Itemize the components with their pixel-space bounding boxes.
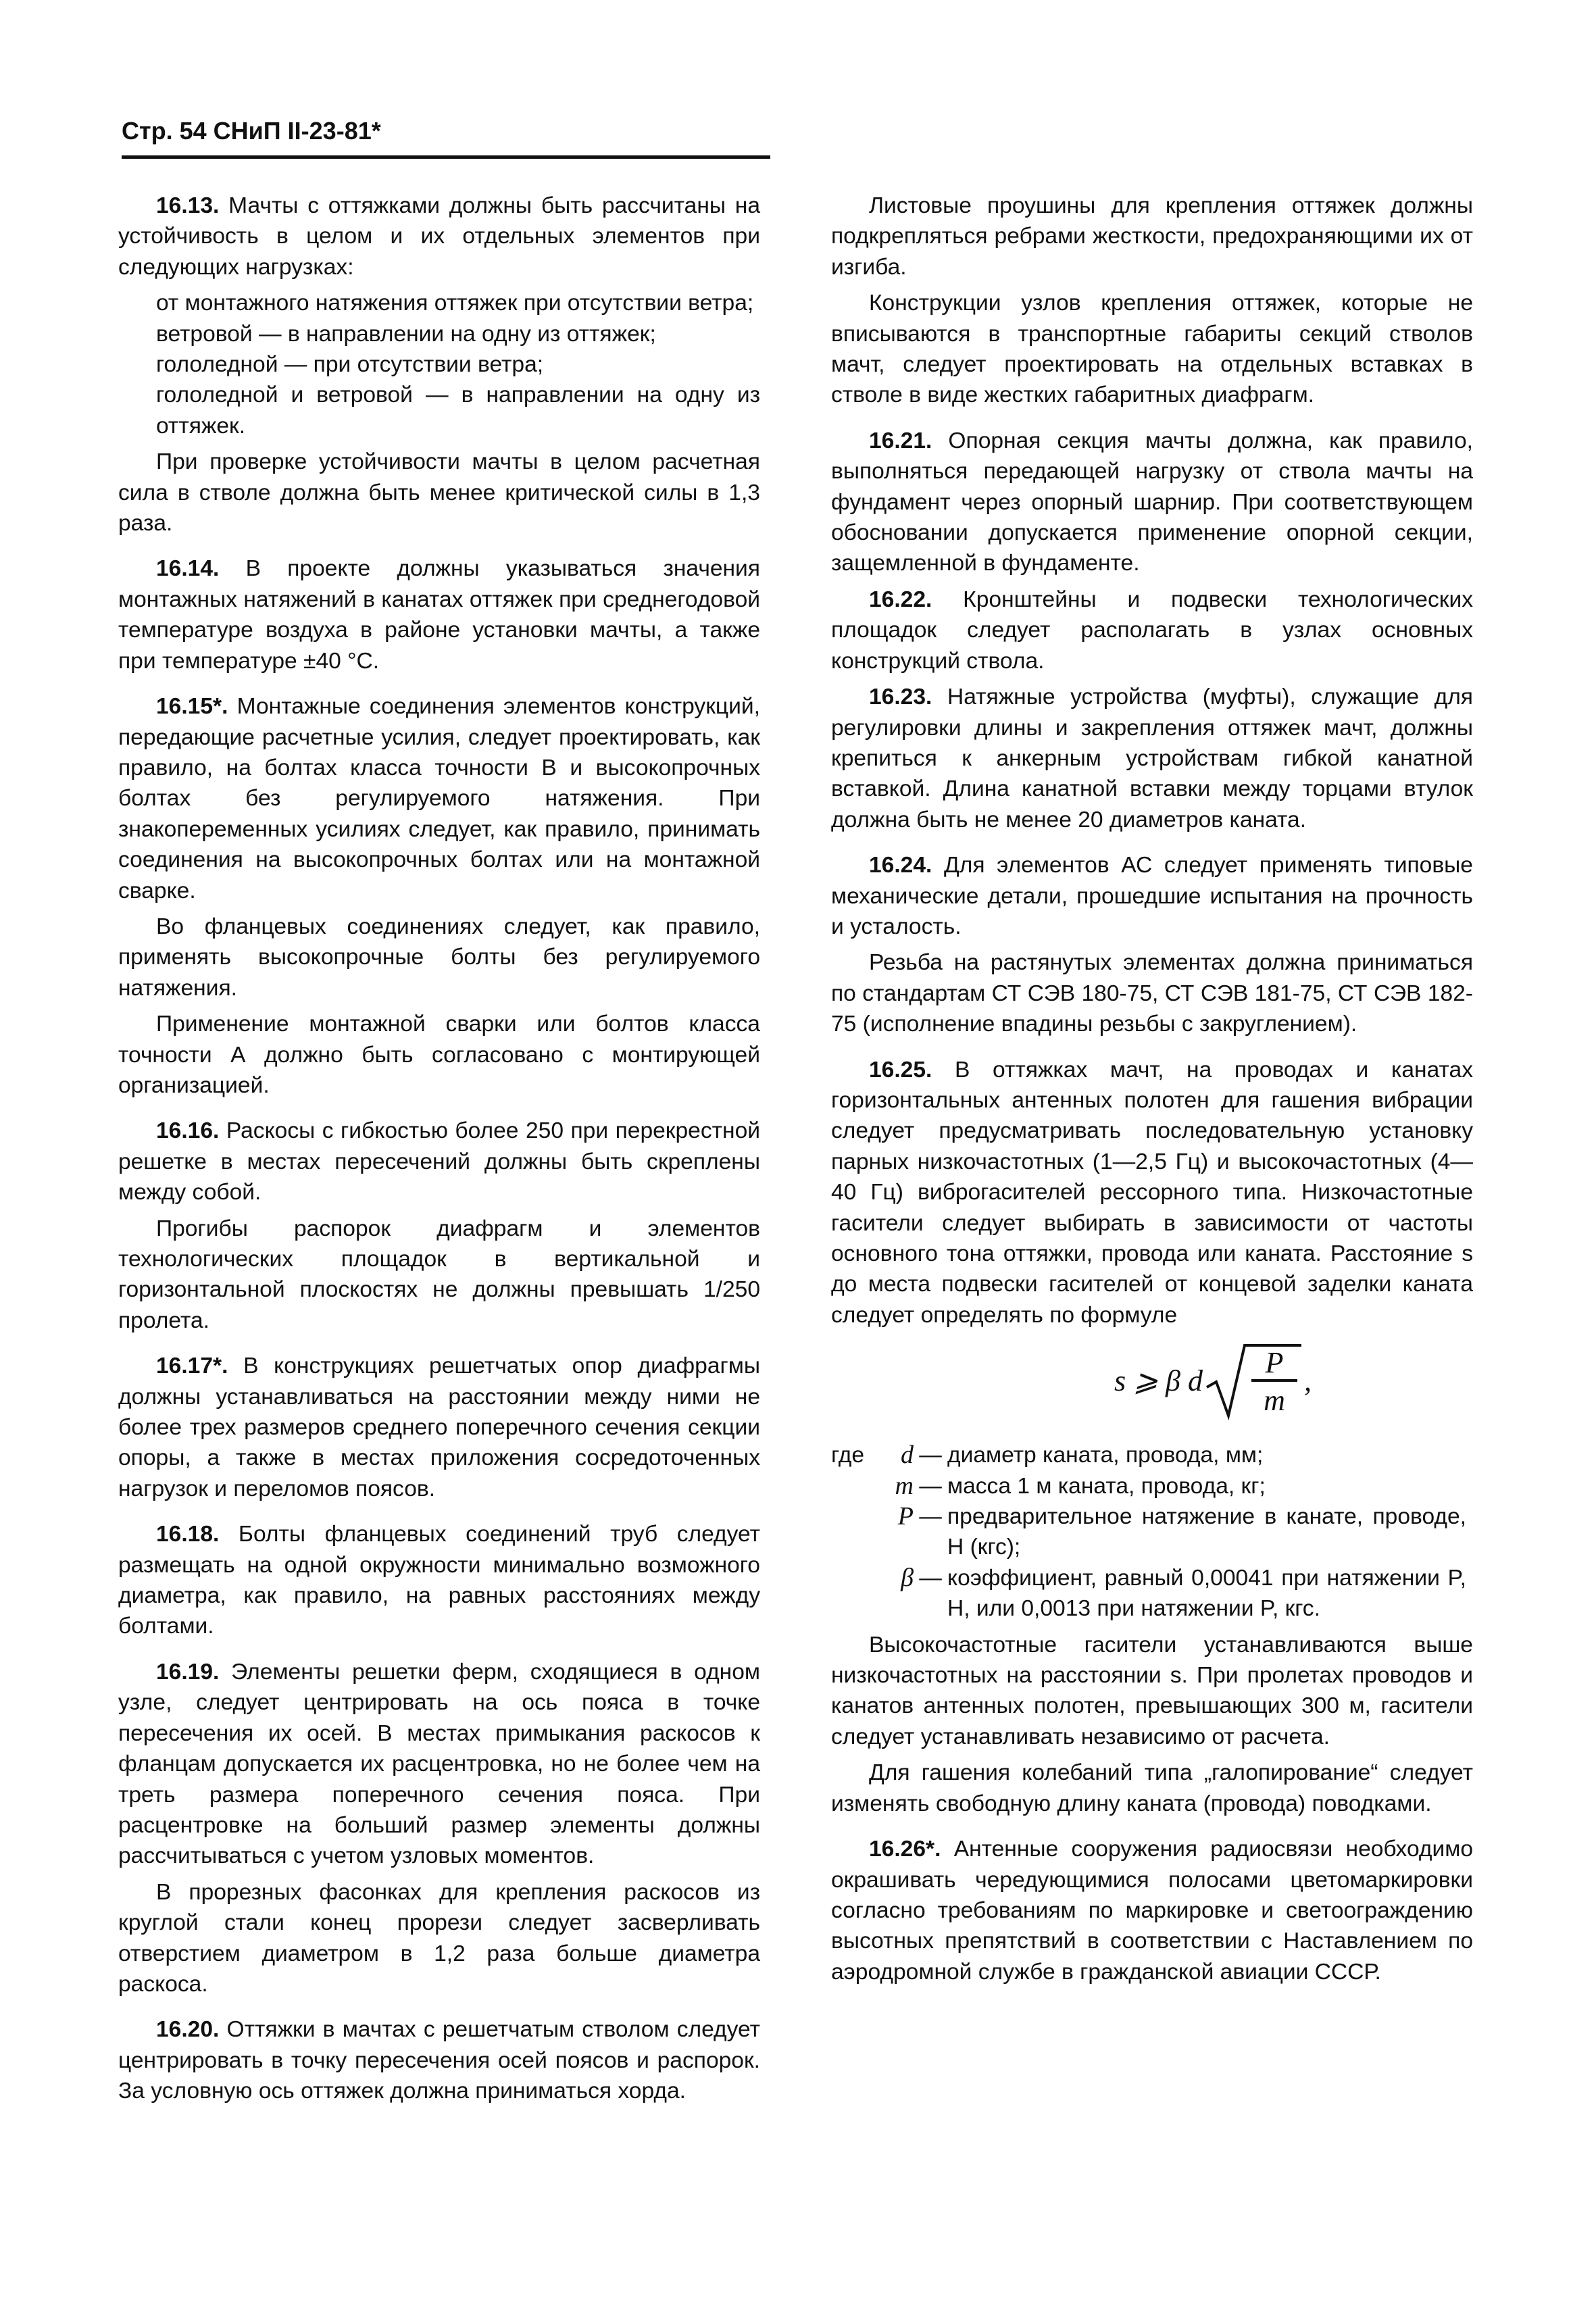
- definition-text: коэффициент, равный 0,00041 при натяжении P, Н, или 0,0013 при натяжении P, кгс.: [947, 1565, 1466, 1622]
- load-case-item: от монтажного натяжения оттяжек при отсутствии ветра;: [156, 291, 754, 316]
- clause-number: 16.15*.: [156, 694, 228, 720]
- header-divider: [122, 155, 770, 159]
- page-header: [122, 115, 770, 159]
- clause-16-21: [831, 426, 1473, 579]
- clause-16-18: [118, 1519, 760, 1642]
- definition-symbol: m: [895, 1471, 914, 1500]
- formula-lhs: s ⩾ β d: [1114, 1364, 1203, 1397]
- clause-16-20: [118, 2014, 760, 2106]
- clause-number: 16.18.: [156, 1522, 220, 1547]
- right-column: [831, 191, 1473, 1993]
- definition-row: [831, 1501, 1473, 1563]
- definition-row: [831, 1471, 1473, 1501]
- clause-16-15: [118, 691, 760, 906]
- paragraph: Конструкции узлов крепления оттяжек, которые не вписываются в транспортные габариты секций стволов мачт, следует проектировать на отдельных вставках в стволе в виде жестких габаритных диафрагм.: [831, 291, 1473, 408]
- clause-16-17: [118, 1351, 760, 1504]
- definition-symbol: P: [897, 1502, 914, 1531]
- left-column: [118, 191, 760, 2112]
- definition-symbol: β: [901, 1563, 914, 1592]
- clause-16-16: [118, 1116, 760, 1208]
- load-case-item: гололедной — при отсутствии ветра;: [156, 352, 544, 378]
- clause-text: Мачты с оттяжками должны быть рассчитаны на устойчивость в целом и их отдельных элементов при следующих нагрузках:: [118, 193, 760, 280]
- formula-definitions: [831, 1440, 1473, 1624]
- clause-text: Для элементов АС следует применять типовые механические детали, прошедшие испытания на прочность и усталость.: [831, 853, 1473, 939]
- clause-text: Кронштейны и подвески технологических площадок следует располагать в узлах основных конструкций ствола.: [831, 587, 1473, 674]
- load-case-item: ветровой — в направлении на одну из оттяжек;: [156, 321, 656, 347]
- clause-text: Оттяжки в мачтах с решетчатым стволом следует центрировать в точку пересечения осей поясов и распорок. За условную ось оттяжек должна приниматься хорда.: [118, 2017, 760, 2104]
- clause-text: Элементы решетки ферм, сходящиеся в одном узле, следует центрировать на ось пояса в точке пересечения их осей. В местах примыкания раскосов к фланцам допускается их расцентровка, но не более чем на треть размера поперечного сечения пояса. При расцентровке на больший размер элементы должны рассчитываться с учетом узловых моментов.: [118, 1659, 760, 1869]
- clause-text: В проекте должны указываться значения монтажных натяжений в канатах оттяжек при среднегодовой температуре воздуха в районе установки мачты, а также при температуре ±40 °С.: [118, 556, 760, 674]
- clause-text: В оттяжках мачт, на проводах и канатах горизонтальных антенных полотен для гашения вибрации следует предусматривать последовательную установку парных низкочастотных (1—2,5 Гц) и высокочастотных (4—40 Гц) виброгасителей рессорного типа. Низкочастотные гасители следует выбирать в зависимости от частоты основного тона оттяжки, провода или каната. Расстояние s до места подвески гасителей от концевой заделки каната следует определять по формуле: [831, 1057, 1473, 1328]
- paragraph: Прогибы распорок диафрагм и элементов технологических площадок в вертикальной и горизонтальной плоскостях не должны превышать 1/250 пролета.: [118, 1216, 760, 1333]
- paragraph: Резьба на растянутых элементах должна приниматься по стандартам СТ СЭВ 180-75, СТ СЭВ 181-75, СТ СЭВ 182-75 (исполнение впадины резьбы с закруглением).: [831, 950, 1473, 1037]
- clause-16-22: [831, 584, 1473, 676]
- clause-number: 16.13.: [156, 193, 220, 218]
- damper-distance-formula: [953, 1340, 1473, 1421]
- definition-row: [831, 1440, 1473, 1470]
- clause-number: 16.14.: [156, 556, 220, 582]
- clause-16-23: [831, 682, 1473, 835]
- clause-16-13: [118, 191, 760, 282]
- clause-text: Монтажные соединения элементов конструкций, передающие расчетные усилия, следует проектировать, как правило, на болтах класса точности В и высокопрочных болтах без регулируемого натяжения. При знакопеременных усилиях следует, как правило, принимать соединения на высокопрочных болтах или на монтажной сварке.: [118, 694, 760, 903]
- paragraph: Высокочастотные гасители устанавливаются выше низкочастотных на расстоянии s. При пролетах проводов и канатов антенных полотен, превышающих 300 м, гасители следует устанавливать независимо от расчета.: [831, 1632, 1473, 1749]
- definition-row: [831, 1563, 1473, 1624]
- paragraph: Применение монтажной сварки или болтов класса точности А должно быть согласовано с монтирующей организацией.: [118, 1012, 760, 1098]
- clause-number: 16.21.: [869, 428, 932, 453]
- definition-dash: —: [919, 1504, 942, 1530]
- definition-dash: —: [919, 1473, 942, 1499]
- load-case-item: гололедной и ветровой — в направлении на одну из оттяжек.: [156, 382, 760, 439]
- clause-text: В конструкциях решетчатых опор диафрагмы должны устанавливаться на расстоянии между ними не более трех размеров среднего поперечного сечения секции опоры, а также в местах приложения сосредоточенных нагрузок и переломов поясов.: [118, 1353, 760, 1501]
- formula-numerator: P: [1265, 1346, 1284, 1380]
- clause-number: 16.25.: [869, 1057, 932, 1082]
- paragraph: При проверке устойчивости мачты в целом расчетная сила в стволе должна быть менее критической силы в 1,3 раза.: [118, 449, 760, 537]
- clause-16-19: [118, 1657, 760, 1872]
- definition-dash: —: [919, 1443, 942, 1468]
- clause-text: Антенные сооружения радиосвязи необходимо окрашивать чередующимися полосами цветомаркировки согласно требованиям по маркировке и светоограждению высотных препятствий в соответствии с Наставлением по аэродромной службе в гражданской авиации СССР.: [831, 1837, 1473, 1985]
- clause-16-26: [831, 1834, 1473, 1987]
- clause-16-14: [118, 553, 760, 676]
- definition-symbol: d: [901, 1441, 914, 1470]
- clause-16-24: [831, 850, 1473, 942]
- paragraph: Листовые проушины для крепления оттяжек должны подкрепляться ребрами жесткости, предохраняющими их от изгиба.: [831, 193, 1473, 280]
- definition-text: предварительное натяжение в канате, проводе, Н (кгс);: [947, 1504, 1466, 1560]
- definition-prefix: где: [831, 1443, 865, 1468]
- clause-number: 16.17*.: [156, 1353, 228, 1379]
- clause-number: 16.24.: [869, 853, 932, 878]
- clause-number: 16.26*.: [869, 1837, 941, 1862]
- page-header-title: Стр. 54 СНиП II-23-81*: [122, 117, 381, 145]
- definition-text: диаметр каната, провода, мм;: [947, 1443, 1264, 1468]
- definition-text: масса 1 м каната, провода, кг;: [947, 1473, 1266, 1499]
- formula-tail: ,: [1303, 1364, 1312, 1397]
- square-root-fraction: [1203, 1340, 1304, 1421]
- clause-text: Опорная секция мачты должна, как правило, выполняться передающей нагрузку от ствола мачты на фундамент через опорный шарнир. При соответствующем обосновании допускается применение опорной секции, защемленной в фундаменте.: [831, 428, 1473, 576]
- clause-text: Натяжные устройства (муфты), служащие для регулировки длины и закрепления оттяжек мачт, должны крепиться к анкерным устройствам гибкой канатной вставкой. Длина канатной вставки между торцами втулок должна быть не менее 20 диаметров каната.: [831, 684, 1473, 832]
- paragraph: В прорезных фасонках для крепления раскосов из круглой стали конец прорези следует засверливать отверстием диаметром в 1,2 раза больше диаметра раскоса.: [118, 1879, 760, 1997]
- formula-denominator: m: [1264, 1384, 1285, 1418]
- clause-number: 16.23.: [869, 684, 932, 710]
- clause-number: 16.22.: [869, 587, 932, 612]
- clause-number: 16.20.: [156, 2017, 220, 2043]
- paragraph: Для гашения колебаний типа „галопирование“ следует изменять свободную длину каната (провода) поводками.: [831, 1760, 1473, 1816]
- definition-dash: —: [919, 1565, 942, 1591]
- clause-text: Болты фланцевых соединений труб следует размещать на одной окружности минимально возможного диаметра, как правило, на равных расстояниях между болтами.: [118, 1522, 760, 1639]
- paragraph: Во фланцевых соединениях следует, как правило, применять высокопрочные болты без регулируемого натяжения.: [118, 914, 760, 1001]
- clause-number: 16.16.: [156, 1118, 220, 1144]
- clause-number: 16.19.: [156, 1659, 220, 1685]
- clause-text: Раскосы с гибкостью более 250 при перекрестной решетке в местах пересечений должны быть скреплены между собой.: [118, 1118, 760, 1205]
- clause-16-25: [831, 1055, 1473, 1331]
